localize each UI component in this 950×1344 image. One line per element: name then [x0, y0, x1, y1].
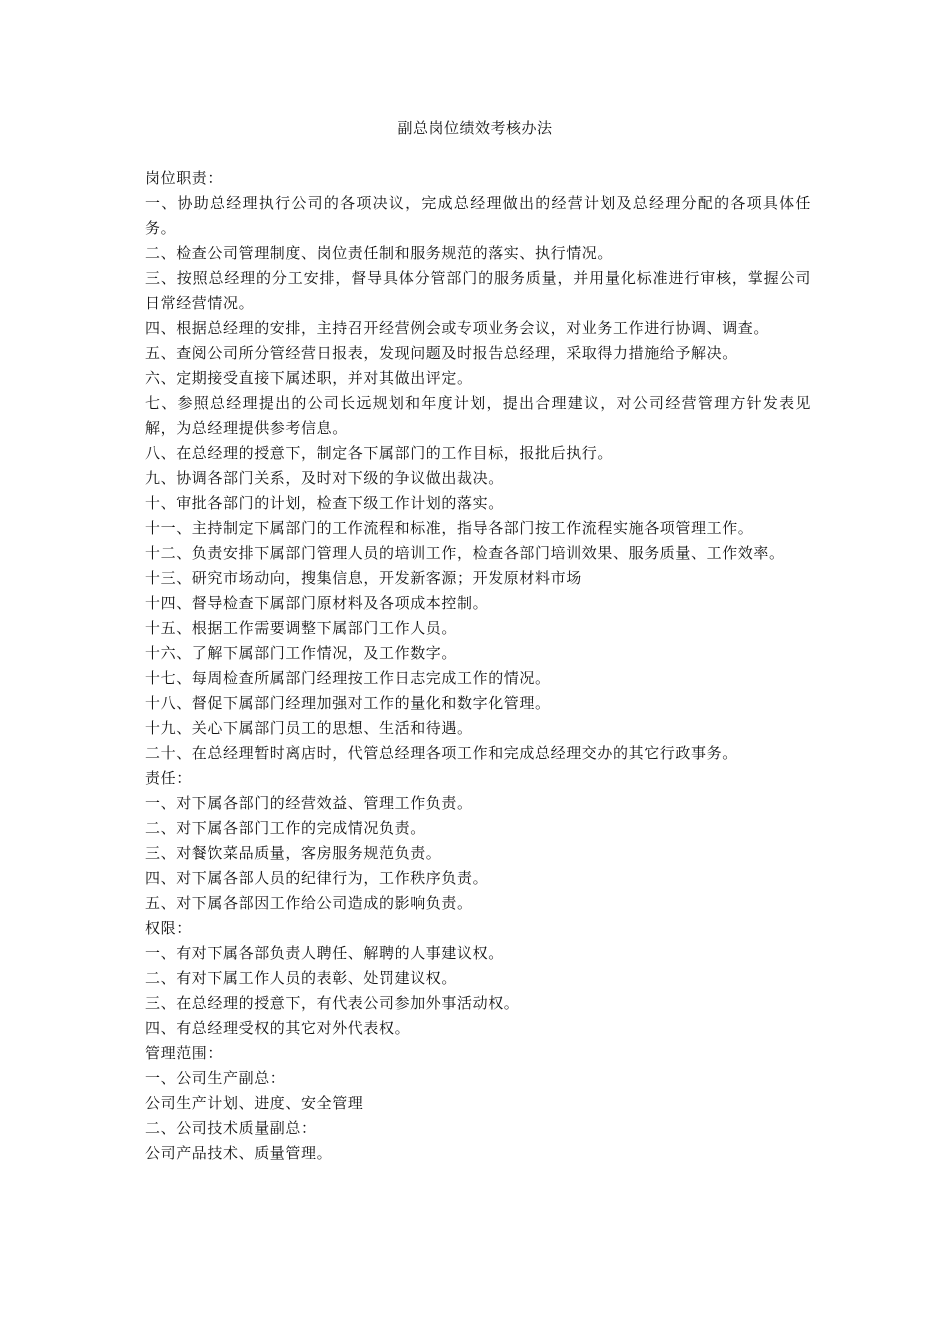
document-body	[145, 166, 811, 1166]
duty-item-1: 一、协助总经理执行公司的各项决议，完成总经理做出的经营计划及总经理分配的各项具体任务。	[145, 194, 811, 237]
responsibility-item-1: 一、对下属各部门的经营效益、管理工作负责。	[145, 794, 473, 812]
duty-item-6: 六、定期接受直接下属述职，并对其做出评定。	[145, 369, 473, 387]
section-heading-responsibility: 责任：	[145, 769, 192, 787]
duty-item-5: 五、查阅公司所分管经营日报表，发现问题及时报告总经理，采取得力措施给予解决。	[145, 344, 738, 362]
document-title: 副总岗位绩效考核办法	[397, 119, 553, 137]
duty-item-17: 十七、每周检查所属部门经理按工作日志完成工作的情况。	[145, 669, 551, 687]
duty-item-16: 十六、了解下属部门工作情况，及工作数字。	[145, 644, 458, 662]
duty-item-12: 十二、负责安排下属部门管理人员的培训工作，检查各部门培训效果、服务质量、工作效率。	[145, 544, 785, 562]
scope-item-1-detail: 公司生产计划、进度、安全管理	[145, 1094, 364, 1112]
authority-item-4: 四、有总经理受权的其它对外代表权。	[145, 1019, 411, 1037]
responsibility-item-2: 二、对下属各部门工作的完成情况负责。	[145, 819, 426, 837]
duty-item-11: 十一、主持制定下属部门的工作流程和标准，指导各部门按工作流程实施各项管理工作。	[145, 519, 754, 537]
duty-item-7: 七、参照总经理提出的公司长远规划和年度计划，提出合理建议，对公司经营管理方针发表见解，为总经理提供参考信息。	[145, 394, 811, 437]
responsibility-item-4: 四、对下属各部人员的纪律行为，工作秩序负责。	[145, 869, 489, 887]
duty-item-13: 十三、研究市场动向，搜集信息，开发新客源；开发原材料市场	[145, 569, 582, 587]
section-heading-scope: 管理范围：	[145, 1044, 224, 1062]
authority-item-3: 三、在总经理的授意下，有代表公司参加外事活动权。	[145, 994, 520, 1012]
section-heading-authority: 权限：	[145, 919, 192, 937]
scope-item-2-detail: 公司产品技术、质量管理。	[145, 1144, 333, 1162]
duty-item-2: 二、检查公司管理制度、岗位责任制和服务规范的落实、执行情况。	[145, 244, 614, 262]
scope-item-1: 一、公司生产副总：	[145, 1069, 286, 1087]
responsibility-item-3: 三、对餐饮菜品质量，客房服务规范负责。	[145, 844, 442, 862]
duty-item-14: 十四、督导检查下属部门原材料及各项成本控制。	[145, 594, 489, 612]
duty-item-10: 十、审批各部门的计划，检查下级工作计划的落实。	[145, 494, 504, 512]
duty-item-15: 十五、根据工作需要调整下属部门工作人员。	[145, 619, 458, 637]
duty-item-3: 三、按照总经理的分工安排，督导具体分管部门的服务质量，并用量化标准进行审核，掌握公司日常经营情况。	[145, 269, 811, 312]
section-heading-duties: 岗位职责：	[145, 169, 224, 187]
duty-item-4: 四、根据总经理的安排，主持召开经营例会或专项业务会议，对业务工作进行协调、调查。	[145, 319, 770, 337]
scope-item-2: 二、公司技术质量副总：	[145, 1119, 317, 1137]
duty-item-19: 十九、关心下属部门员工的思想、生活和待遇。	[145, 719, 473, 737]
duty-item-20: 二十、在总经理暂时离店时，代管总经理各项工作和完成总经理交办的其它行政事务。	[145, 744, 738, 762]
duty-item-8: 八、在总经理的授意下，制定各下属部门的工作目标，报批后执行。	[145, 444, 614, 462]
responsibility-item-5: 五、对下属各部因工作给公司造成的影响负责。	[145, 894, 473, 912]
duty-item-9: 九、协调各部门关系，及时对下级的争议做出裁决。	[145, 469, 504, 487]
duty-item-18: 十八、督促下属部门经理加强对工作的量化和数字化管理。	[145, 694, 551, 712]
authority-item-1: 一、有对下属各部负责人聘任、解聘的人事建议权。	[145, 944, 504, 962]
authority-item-2: 二、有对下属工作人员的表彰、处罚建议权。	[145, 969, 458, 987]
